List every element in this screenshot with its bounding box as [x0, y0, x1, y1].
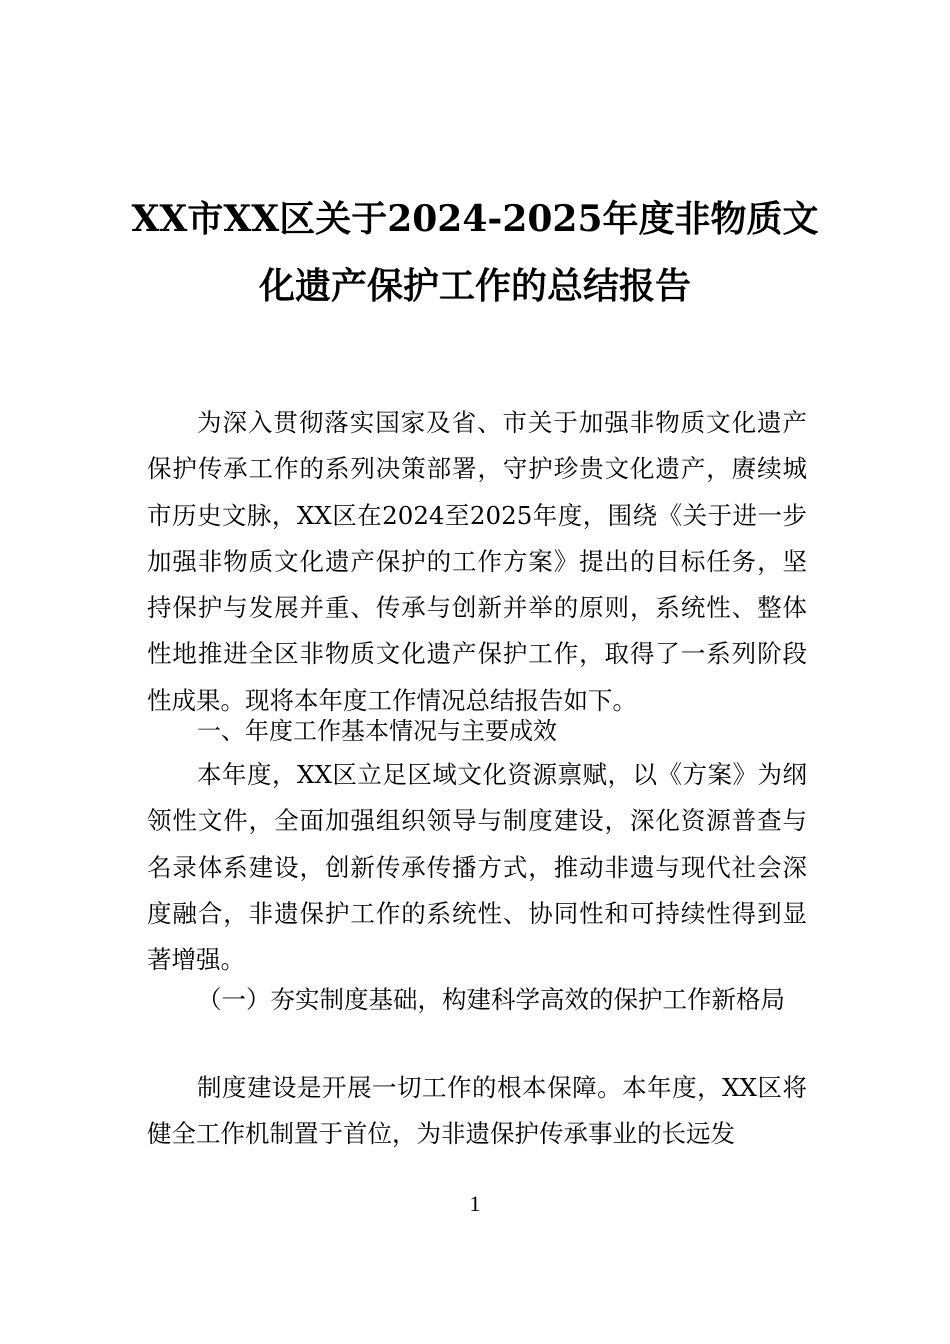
subsection-1-paragraph: 制度建设是开展一切工作的根本保障。本年度，XX区将健全工作机制置于首位，为非遗保护传承事业的长远发 — [147, 1073, 807, 1149]
document-title-line-1: XX市XX区关于2024-2025年度非物质文 — [131, 198, 819, 240]
intro-paragraph: 为深入贯彻落实国家及省、市关于加强非物质文化遗产保护传承工作的系列决策部署，守护珍贵文化遗产，赓续城市历史文脉，XX区在2024至2025年度，围绕《关于进一步加强非物质文化遗产保护的工作方案》提出的目标任务，坚持保护与发展并重、传承与创新并举的原则，系统性、整体性地推进全区非物质文化遗产保护工作，取得了一系列阶段性成果。现将本年度工作情况总结报告如下。 — [147, 408, 807, 715]
section-1-paragraph: 本年度，XX区立足区域文化资源禀赋，以《方案》为纲领性文件，全面加强组织领导与制度建设，深化资源普查与名录体系建设，创新传承传播方式，推动非遗与现代社会深度融合，非遗保护工作的系统性、协同性和可持续性得到显著增强。 — [147, 760, 807, 975]
section-heading-1: 一、年度工作基本情况与主要成效 — [197, 717, 557, 745]
document-title-line-2: 化遗产保护工作的总结报告 — [258, 265, 691, 307]
subsection-heading-1: （一）夯实制度基础，构建科学高效的保护工作新格局 — [197, 985, 785, 1014]
page-number: 1 — [469, 1191, 481, 1216]
